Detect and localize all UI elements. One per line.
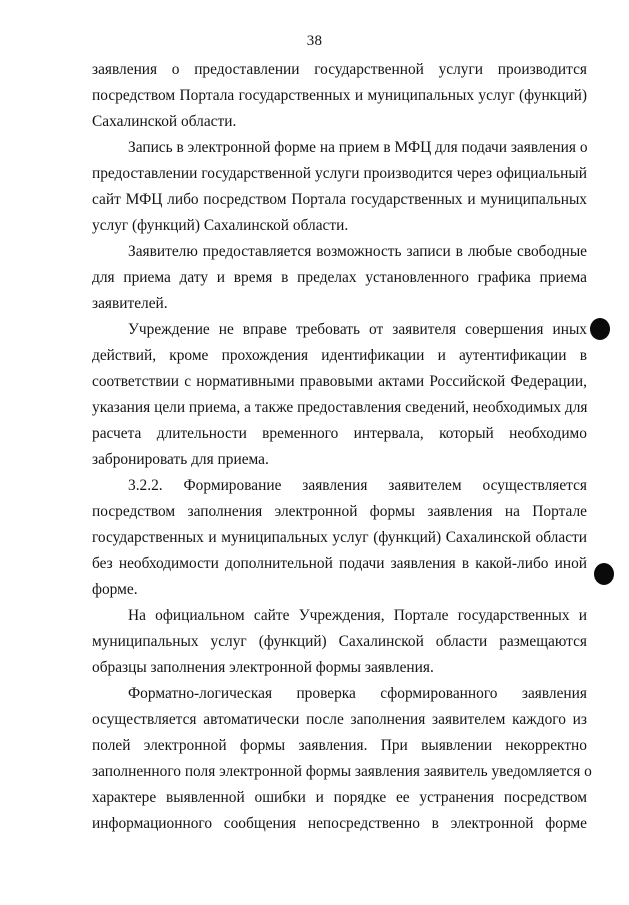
paragraph-2 — [92, 135, 587, 239]
paragraph-line: услуг (функций) Сахалинской области. — [92, 217, 349, 234]
paragraph-line: действий, кроме прохождения идентификации и аутентификации в — [92, 347, 587, 364]
punch-hole-mark — [594, 563, 614, 585]
paragraph-line: осуществляется автоматически после заполнения заявителем каждого из — [92, 711, 587, 728]
paragraph-4 — [92, 317, 587, 473]
paragraph-line: форме. — [92, 581, 138, 598]
paragraph-6 — [92, 603, 587, 681]
paragraph-7 — [92, 681, 592, 837]
paragraph-line: для приема дату и время в пределах установленного графика приема — [92, 269, 587, 286]
paragraph-line: государственных и муниципальных услуг (функций) Сахалинской области — [92, 529, 587, 546]
paragraph-line: муниципальных услуг (функций) Сахалинской области размещаются — [92, 633, 587, 650]
paragraph-line: соответствии с нормативными правовыми актами Российской Федерации, — [92, 373, 587, 390]
paragraph-line: заполненного поля электронной формы заявления заявитель уведомляется о — [92, 763, 592, 780]
document-body — [92, 57, 592, 837]
paragraph-line: посредством заполнения электронной формы заявления на Портале — [92, 503, 587, 520]
paragraph-line: полей электронной формы заявления. При выявлении некорректно — [92, 737, 587, 754]
paragraph-line: забронировать для приема. — [92, 451, 269, 468]
page-number: 38 — [306, 33, 323, 49]
paragraph-line: На официальном сайте Учреждения, Портале государственных и — [128, 607, 587, 624]
paragraph-line: сайт МФЦ либо посредством Портала государственных и муниципальных — [92, 191, 587, 208]
paragraph-line: без необходимости дополнительной подачи заявления в какой-либо иной — [92, 555, 587, 572]
punch-hole-mark — [590, 318, 610, 340]
paragraph-5 — [92, 473, 587, 603]
paragraph-line: информационного сообщения непосредственно в электронной форме — [92, 815, 587, 832]
paragraph-line: указания цели приема, а также предоставления сведений, необходимых для — [92, 399, 588, 416]
paragraph-line: характере выявленной ошибки и порядке ее устранения посредством — [92, 789, 587, 806]
paragraph-line: 3.2.2. Формирование заявления заявителем осуществляется — [128, 477, 587, 494]
paragraph-line: заявителей. — [92, 295, 168, 312]
paragraph-line: Заявителю предоставляется возможность записи в любые свободные — [128, 243, 587, 260]
paragraph-3 — [92, 239, 587, 317]
paragraph-line: Сахалинской области. — [92, 113, 237, 130]
paragraph-line: Учреждение не вправе требовать от заявителя совершения иных — [128, 321, 587, 338]
paragraph-line: заявления о предоставлении государственной услуги производится — [92, 61, 587, 78]
paragraph-line: посредством Портала государственных и муниципальных услуг (функций) — [92, 87, 587, 104]
paragraph-line: Форматно-логическая проверка сформированного заявления — [128, 685, 587, 702]
paragraph-line: расчета длительности временного интервала, который необходимо — [92, 425, 587, 442]
paragraph-line: предоставлении государственной услуги производится через официальный — [92, 165, 587, 182]
paragraph-line: Запись в электронной форме на прием в МФЦ для подачи заявления о — [128, 139, 588, 156]
paragraph-line: образцы заполнения электронной формы заявления. — [92, 659, 434, 676]
paragraph-1 — [92, 57, 587, 135]
